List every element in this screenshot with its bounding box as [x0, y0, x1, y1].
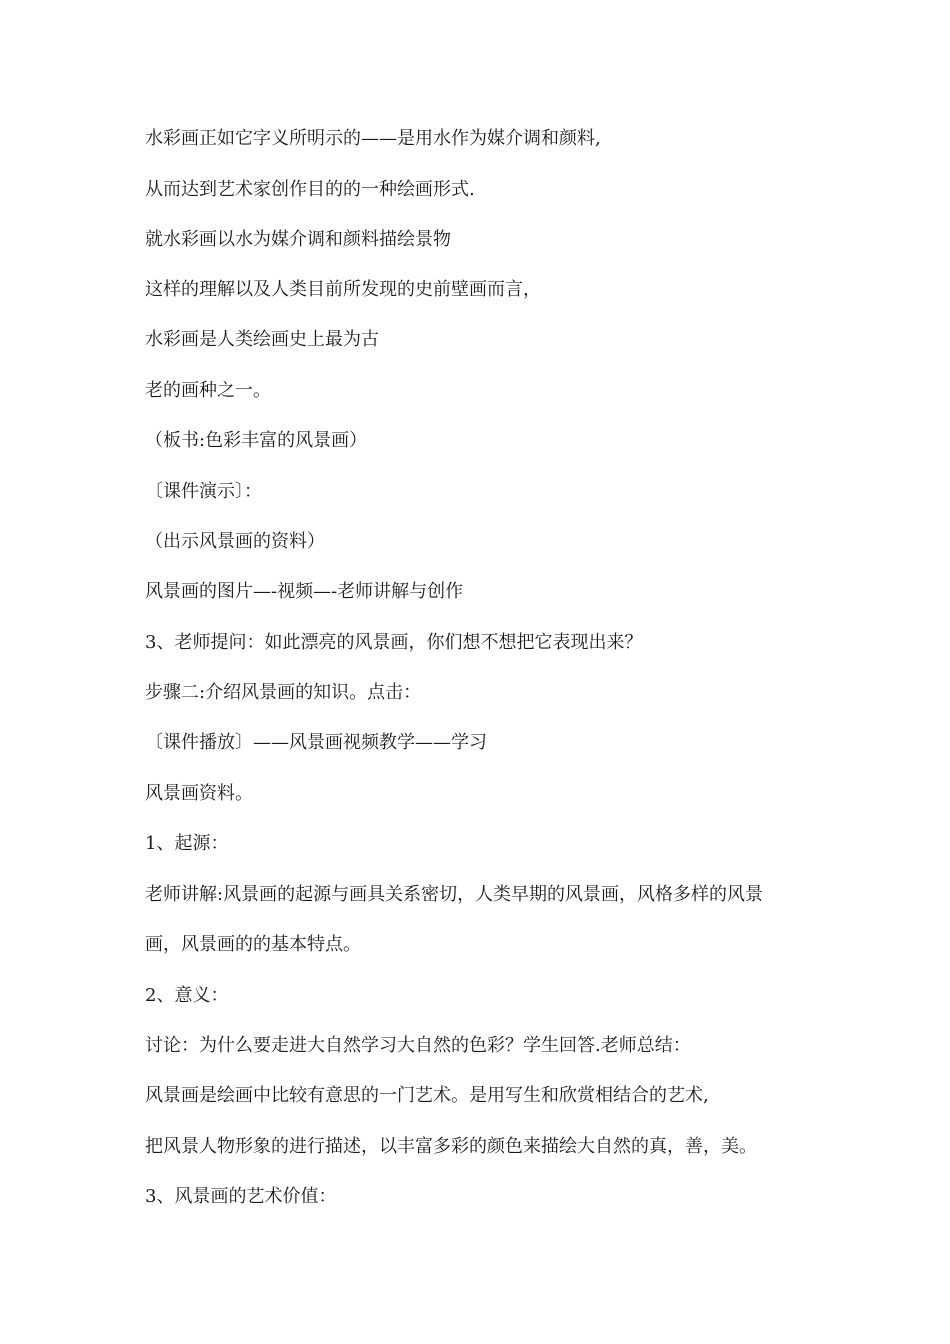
- text-line: 〔课件演示〕：: [145, 481, 262, 502]
- text-line: 水彩画正如它字义所明示的——是用水作为媒介调和颜料,: [145, 128, 601, 149]
- text-line: 老的画种之一。: [145, 380, 271, 401]
- text-line: 〔课件播放〕——风景画视频教学——学习: [145, 732, 487, 753]
- text-line: 把风景人物形象的进行描述，以丰富多彩的颜色来描绘大自然的真，善，美。: [145, 1136, 757, 1157]
- text-line: 风景画资料。: [145, 783, 253, 804]
- text-line: 水彩画是人类绘画史上最为古: [145, 329, 379, 350]
- text-line: 风景画的图片—-视频—-老师讲解与创作: [145, 581, 464, 602]
- text-line: 3、老师提问：如此漂亮的风景画，你们想不想把它表现出来？: [145, 632, 643, 653]
- text-line: 画，风景画的的基本特点。: [145, 934, 361, 955]
- text-line: 就水彩画以水为媒介调和颜料描绘景物: [145, 229, 451, 250]
- text-line: （出示风景画的资料）: [145, 531, 325, 552]
- text-line: 从而达到艺术家创作目的的一种绘画形式.: [145, 179, 475, 200]
- text-line: 老师讲解:风景画的起源与画具关系密切，人类早期的风景画，风格多样的风景: [145, 884, 764, 905]
- text-line: 步骤二:介绍风景画的知识。点击：: [145, 682, 422, 703]
- text-line: 1、起源：: [145, 833, 229, 854]
- text-line: 2、意义：: [145, 985, 229, 1006]
- text-line: 这样的理解以及人类目前所发现的史前壁画而言，: [145, 279, 541, 300]
- text-line: 风景画是绘画中比较有意思的一门艺术。是用写生和欣赏相结合的艺术,: [145, 1085, 709, 1106]
- text-line: 3、风景画的艺术价值：: [145, 1186, 337, 1207]
- text-line: 讨论：为什么要走进大自然学习大自然的色彩？学生回答.老师总结：: [145, 1035, 691, 1056]
- text-line: （板书:色彩丰富的风景画）: [145, 430, 368, 451]
